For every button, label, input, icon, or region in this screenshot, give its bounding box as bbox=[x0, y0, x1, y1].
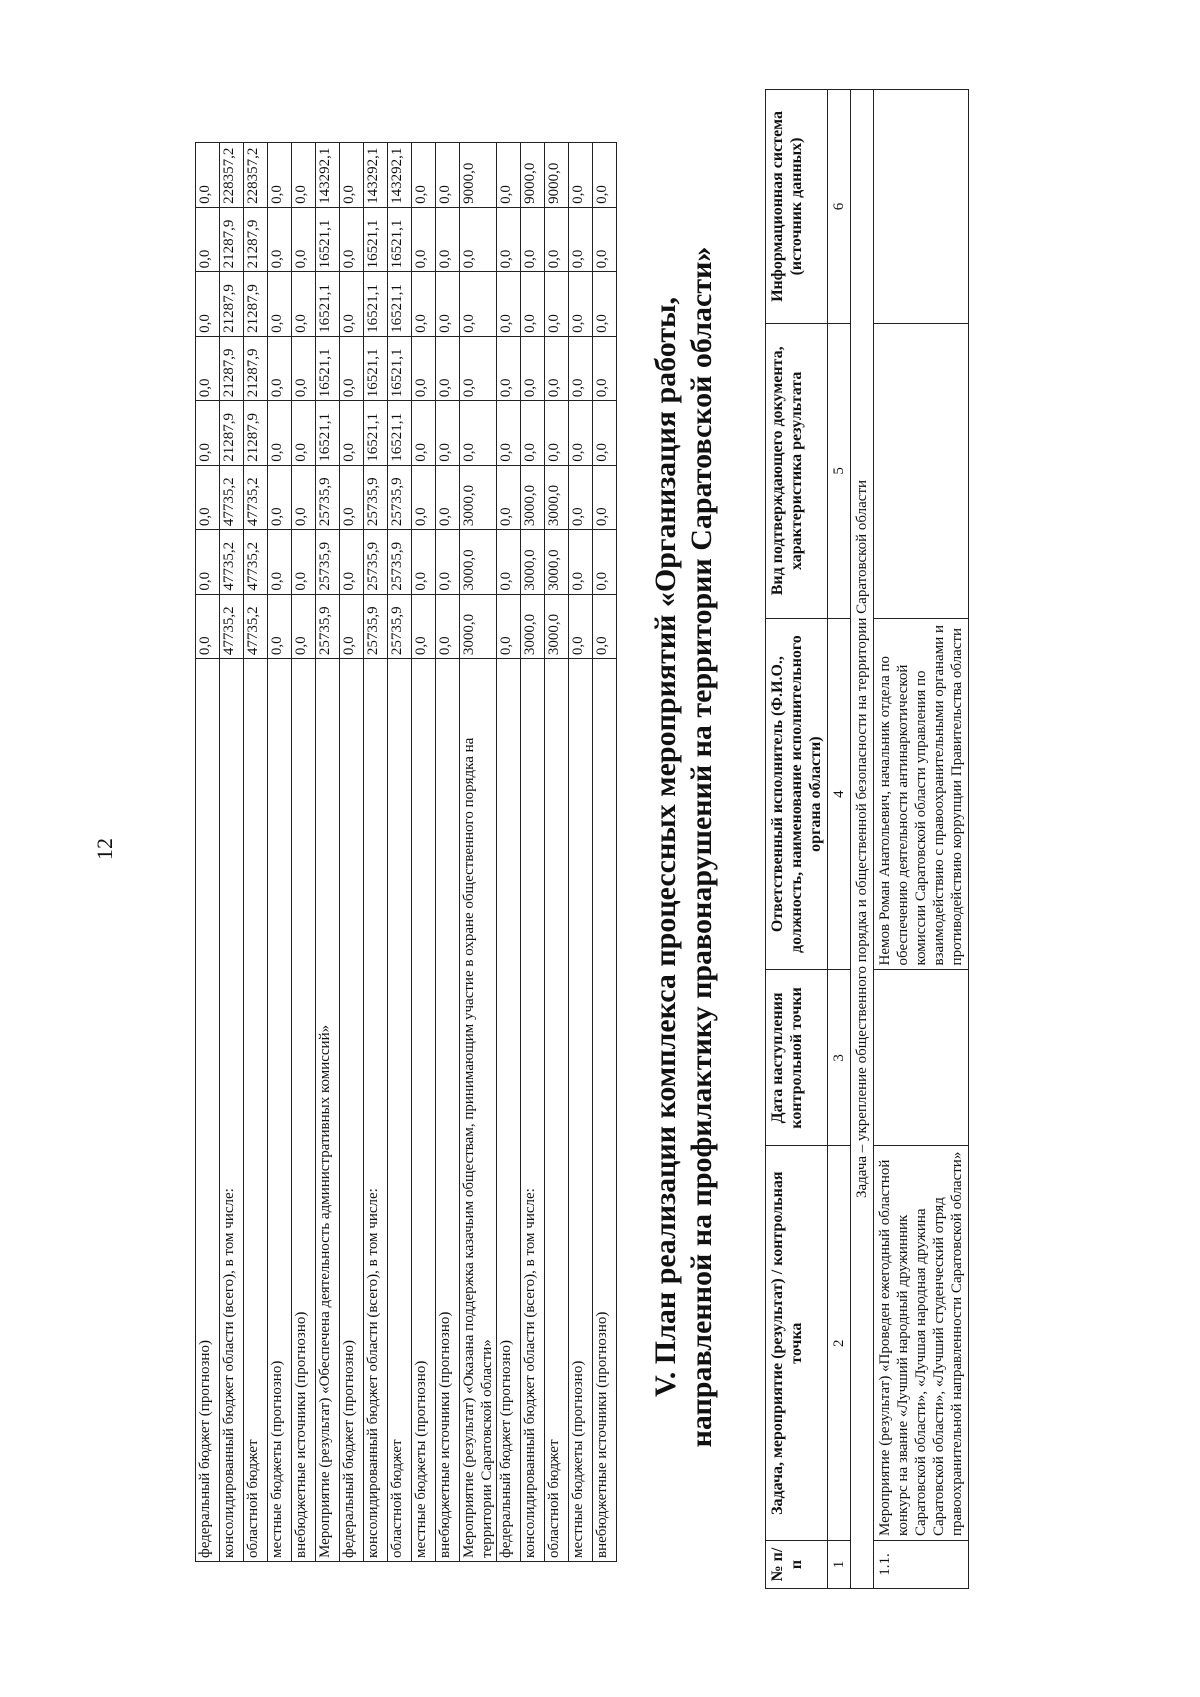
row-activity-name: Мероприятие (результат) «Проведен ежегодный областной конкурс на звание «Лучший народный дружинник Саратовской области», «Лучшая народная дружина Саратовской области», «Лучший студенческий отряд правоохранительной направленности Саратовской области» bbox=[874, 1146, 969, 1541]
section-title-line2: направленной на профилактику правонарушений на территории Саратовской области» bbox=[685, 246, 718, 1448]
row-label: консолидированный бюджет области (всего), в том числе: bbox=[364, 659, 388, 1562]
row-value: 0,0 bbox=[545, 401, 569, 465]
row-value: 0,0 bbox=[593, 272, 617, 336]
row-value: 0,0 bbox=[521, 207, 545, 271]
table-row bbox=[364, 143, 388, 1562]
row-value: 25735,9 bbox=[388, 594, 412, 658]
row-value: 0,0 bbox=[196, 336, 220, 400]
row-document bbox=[874, 323, 969, 618]
row-value: 16521,1 bbox=[364, 336, 388, 400]
row-value: 21287,9 bbox=[244, 207, 268, 271]
row-value: 3000,0 bbox=[460, 530, 497, 594]
row-label: федеральный бюджет (прогнозно) bbox=[196, 659, 220, 1562]
row-value: 0,0 bbox=[196, 594, 220, 658]
row-value: 0,0 bbox=[593, 143, 617, 208]
column-number: 2 bbox=[828, 1146, 851, 1541]
column-number: 6 bbox=[828, 90, 851, 324]
row-value: 3000,0 bbox=[545, 594, 569, 658]
row-value: 0,0 bbox=[569, 465, 593, 529]
row-value: 0,0 bbox=[196, 143, 220, 208]
plan-column-numbers-row bbox=[828, 90, 851, 1589]
row-value: 0,0 bbox=[268, 530, 292, 594]
row-label: федеральный бюджет (прогнозно) bbox=[340, 659, 364, 1562]
row-value: 21287,9 bbox=[244, 336, 268, 400]
row-value: 21287,9 bbox=[244, 401, 268, 465]
row-value: 0,0 bbox=[340, 530, 364, 594]
row-value: 47735,2 bbox=[220, 465, 244, 529]
table-row bbox=[388, 143, 412, 1562]
row-value: 0,0 bbox=[268, 401, 292, 465]
row-value: 0,0 bbox=[521, 401, 545, 465]
row-value: 25735,9 bbox=[316, 465, 340, 529]
row-value: 0,0 bbox=[196, 530, 220, 594]
row-value: 0,0 bbox=[268, 594, 292, 658]
row-value: 16521,1 bbox=[364, 207, 388, 271]
row-value: 0,0 bbox=[497, 336, 521, 400]
row-value: 0,0 bbox=[497, 207, 521, 271]
plan-table bbox=[765, 89, 969, 1589]
financing-table bbox=[195, 142, 617, 1562]
row-value: 228357,2 bbox=[220, 143, 244, 208]
row-number: 1.1. bbox=[874, 1541, 969, 1589]
row-label: федеральный бюджет (прогнозно) bbox=[497, 659, 521, 1562]
row-value: 0,0 bbox=[412, 207, 436, 271]
row-value: 143292,1 bbox=[364, 143, 388, 208]
row-date bbox=[874, 970, 969, 1146]
row-value: 0,0 bbox=[436, 401, 460, 465]
row-label: местные бюджеты (прогнозно) bbox=[268, 659, 292, 1562]
row-label: Мероприятие (результат) «Оказана поддержка казачьим обществам, принимающим участие в охране общественного порядка на территории Саратовской области» bbox=[460, 659, 497, 1562]
row-value: 0,0 bbox=[545, 336, 569, 400]
row-value: 0,0 bbox=[569, 336, 593, 400]
table-row bbox=[545, 143, 569, 1562]
table-row bbox=[316, 143, 340, 1562]
row-value: 16521,1 bbox=[364, 401, 388, 465]
row-system bbox=[874, 90, 969, 324]
row-value: 0,0 bbox=[569, 401, 593, 465]
row-value: 0,0 bbox=[436, 530, 460, 594]
row-value: 0,0 bbox=[268, 465, 292, 529]
row-value: 0,0 bbox=[268, 143, 292, 208]
row-value: 0,0 bbox=[460, 401, 497, 465]
table-row bbox=[436, 143, 460, 1562]
row-label: внебюджетные источники (прогнозно) bbox=[436, 659, 460, 1562]
row-value: 0,0 bbox=[545, 207, 569, 271]
table-row bbox=[244, 143, 268, 1562]
row-value: 0,0 bbox=[292, 143, 316, 208]
row-value: 0,0 bbox=[436, 336, 460, 400]
row-value: 0,0 bbox=[196, 272, 220, 336]
task-cell: Задача – укрепление общественного порядка и общественной безопасности на территории Саратовской области bbox=[851, 90, 874, 1589]
row-value: 47735,2 bbox=[244, 465, 268, 529]
row-value: 0,0 bbox=[340, 465, 364, 529]
row-value: 3000,0 bbox=[545, 465, 569, 529]
row-value: 0,0 bbox=[436, 143, 460, 208]
row-value: 25735,9 bbox=[316, 530, 340, 594]
row-value: 3000,0 bbox=[521, 530, 545, 594]
row-value: 0,0 bbox=[412, 594, 436, 658]
row-value: 21287,9 bbox=[244, 272, 268, 336]
row-value: 0,0 bbox=[460, 336, 497, 400]
row-value: 0,0 bbox=[497, 401, 521, 465]
row-value: 0,0 bbox=[268, 336, 292, 400]
row-value: 0,0 bbox=[292, 336, 316, 400]
row-value: 47735,2 bbox=[220, 530, 244, 594]
column-number: 1 bbox=[828, 1541, 851, 1589]
row-value: 0,0 bbox=[412, 530, 436, 594]
row-value: 16521,1 bbox=[316, 207, 340, 271]
row-value: 0,0 bbox=[497, 594, 521, 658]
section-title-line1: V. План реализации комплекса процессных мероприятий «Организация работы, bbox=[649, 296, 682, 1398]
row-value: 21287,9 bbox=[220, 336, 244, 400]
row-value: 16521,1 bbox=[316, 336, 340, 400]
section-title bbox=[648, 117, 720, 1577]
row-value: 0,0 bbox=[593, 336, 617, 400]
row-value: 0,0 bbox=[196, 401, 220, 465]
plan-header-cell: Ответственный исполнитель (Ф.И.О., должность, наименование исполнительного органа области) bbox=[766, 618, 828, 970]
row-value: 21287,9 bbox=[220, 401, 244, 465]
row-value: 3000,0 bbox=[521, 594, 545, 658]
row-value: 0,0 bbox=[292, 207, 316, 271]
row-label: консолидированный бюджет области (всего), в том числе: bbox=[521, 659, 545, 1562]
row-value: 0,0 bbox=[497, 530, 521, 594]
row-value: 0,0 bbox=[436, 207, 460, 271]
row-value: 228357,2 bbox=[244, 143, 268, 208]
row-value: 21287,9 bbox=[220, 272, 244, 336]
row-value: 0,0 bbox=[412, 336, 436, 400]
column-number: 3 bbox=[828, 970, 851, 1146]
row-value: 16521,1 bbox=[388, 401, 412, 465]
row-label: внебюджетные источники (прогнозно) bbox=[292, 659, 316, 1562]
row-label: Мероприятие (результат) «Обеспечена деятельность административных комиссий» bbox=[316, 659, 340, 1562]
row-value: 0,0 bbox=[292, 401, 316, 465]
table-row bbox=[268, 143, 292, 1562]
row-value: 0,0 bbox=[412, 465, 436, 529]
row-responsible: Немов Роман Анатольевич, начальник отдела по обеспечению деятельности антинаркотической комиссии Саратовской области управления по взаимодействию с правоохранительными органами и противодействию коррупции Правительства области bbox=[874, 618, 969, 970]
table-row bbox=[569, 143, 593, 1562]
row-value: 0,0 bbox=[292, 530, 316, 594]
table-row bbox=[412, 143, 436, 1562]
row-value: 16521,1 bbox=[388, 336, 412, 400]
row-value: 0,0 bbox=[340, 143, 364, 208]
column-number: 5 bbox=[828, 323, 851, 618]
row-value: 25735,9 bbox=[388, 465, 412, 529]
task-row bbox=[851, 90, 874, 1589]
row-label: местные бюджеты (прогнозно) bbox=[412, 659, 436, 1562]
plan-header-cell: Дата наступления контрольной точки bbox=[766, 970, 828, 1146]
row-value: 0,0 bbox=[412, 401, 436, 465]
row-value: 0,0 bbox=[593, 465, 617, 529]
table-row bbox=[497, 143, 521, 1562]
row-value: 0,0 bbox=[593, 207, 617, 271]
table-row bbox=[460, 143, 497, 1562]
row-value: 0,0 bbox=[340, 401, 364, 465]
row-value: 0,0 bbox=[412, 143, 436, 208]
row-value: 0,0 bbox=[292, 594, 316, 658]
row-value: 3000,0 bbox=[545, 530, 569, 594]
row-value: 0,0 bbox=[292, 465, 316, 529]
row-value: 16521,1 bbox=[316, 272, 340, 336]
row-value: 16521,1 bbox=[388, 272, 412, 336]
row-value: 0,0 bbox=[460, 207, 497, 271]
row-value: 9000,0 bbox=[460, 143, 497, 208]
column-number: 4 bbox=[828, 618, 851, 970]
row-value: 0,0 bbox=[497, 272, 521, 336]
row-value: 0,0 bbox=[340, 272, 364, 336]
row-value: 16521,1 bbox=[364, 272, 388, 336]
row-value: 16521,1 bbox=[316, 401, 340, 465]
row-value: 0,0 bbox=[268, 272, 292, 336]
row-label: консолидированный бюджет области (всего), в том числе: bbox=[220, 659, 244, 1562]
row-value: 0,0 bbox=[521, 272, 545, 336]
row-value: 0,0 bbox=[593, 401, 617, 465]
table-row bbox=[220, 143, 244, 1562]
row-value: 0,0 bbox=[196, 465, 220, 529]
table-row bbox=[521, 143, 545, 1562]
row-value: 0,0 bbox=[569, 207, 593, 271]
row-value: 0,0 bbox=[569, 530, 593, 594]
row-value: 47735,2 bbox=[220, 594, 244, 658]
row-value: 25735,9 bbox=[316, 594, 340, 658]
row-value: 0,0 bbox=[340, 336, 364, 400]
row-value: 0,0 bbox=[340, 207, 364, 271]
plan-header-cell: Информационная система (источник данных) bbox=[766, 90, 828, 324]
row-value: 3000,0 bbox=[521, 465, 545, 529]
row-value: 47735,2 bbox=[244, 530, 268, 594]
row-value: 21287,9 bbox=[220, 207, 244, 271]
row-value: 0,0 bbox=[545, 272, 569, 336]
table-row bbox=[874, 90, 969, 1589]
row-value: 0,0 bbox=[497, 465, 521, 529]
row-value: 3000,0 bbox=[460, 594, 497, 658]
row-label: областной бюджет bbox=[244, 659, 268, 1562]
row-value: 0,0 bbox=[569, 272, 593, 336]
row-value: 0,0 bbox=[593, 594, 617, 658]
row-value: 0,0 bbox=[436, 594, 460, 658]
row-value: 16521,1 bbox=[388, 207, 412, 271]
row-value: 3000,0 bbox=[460, 465, 497, 529]
table-row bbox=[292, 143, 316, 1562]
row-value: 0,0 bbox=[412, 272, 436, 336]
row-label: внебюджетные источники (прогнозно) bbox=[593, 659, 617, 1562]
table-row bbox=[340, 143, 364, 1562]
row-value: 25735,9 bbox=[364, 594, 388, 658]
row-value: 0,0 bbox=[460, 272, 497, 336]
row-label: областной бюджет bbox=[545, 659, 569, 1562]
plan-header-cell: Задача, мероприятие (результат) / контрольная точка bbox=[766, 1146, 828, 1541]
row-value: 47735,2 bbox=[244, 594, 268, 658]
row-value: 0,0 bbox=[521, 336, 545, 400]
table-row bbox=[196, 143, 220, 1562]
row-value: 25735,9 bbox=[364, 530, 388, 594]
row-value: 9000,0 bbox=[545, 143, 569, 208]
row-label: местные бюджеты (прогнозно) bbox=[569, 659, 593, 1562]
row-value: 0,0 bbox=[569, 594, 593, 658]
row-value: 0,0 bbox=[340, 594, 364, 658]
plan-header-row bbox=[766, 90, 828, 1589]
row-value: 0,0 bbox=[569, 143, 593, 208]
row-value: 0,0 bbox=[268, 207, 292, 271]
table-row bbox=[593, 143, 617, 1562]
plan-header-cell: № п/п bbox=[766, 1541, 828, 1589]
row-value: 0,0 bbox=[436, 465, 460, 529]
row-value: 0,0 bbox=[497, 143, 521, 208]
row-label: областной бюджет bbox=[388, 659, 412, 1562]
page-number: 12 bbox=[92, 838, 117, 860]
row-value: 25735,9 bbox=[364, 465, 388, 529]
row-value: 143292,1 bbox=[316, 143, 340, 208]
row-value: 143292,1 bbox=[388, 143, 412, 208]
row-value: 0,0 bbox=[292, 272, 316, 336]
row-value: 0,0 bbox=[196, 207, 220, 271]
row-value: 25735,9 bbox=[388, 530, 412, 594]
row-value: 0,0 bbox=[593, 530, 617, 594]
row-value: 9000,0 bbox=[521, 143, 545, 208]
plan-header-cell: Вид подтверждающего документа, характеристика результата bbox=[766, 323, 828, 618]
row-value: 0,0 bbox=[436, 272, 460, 336]
